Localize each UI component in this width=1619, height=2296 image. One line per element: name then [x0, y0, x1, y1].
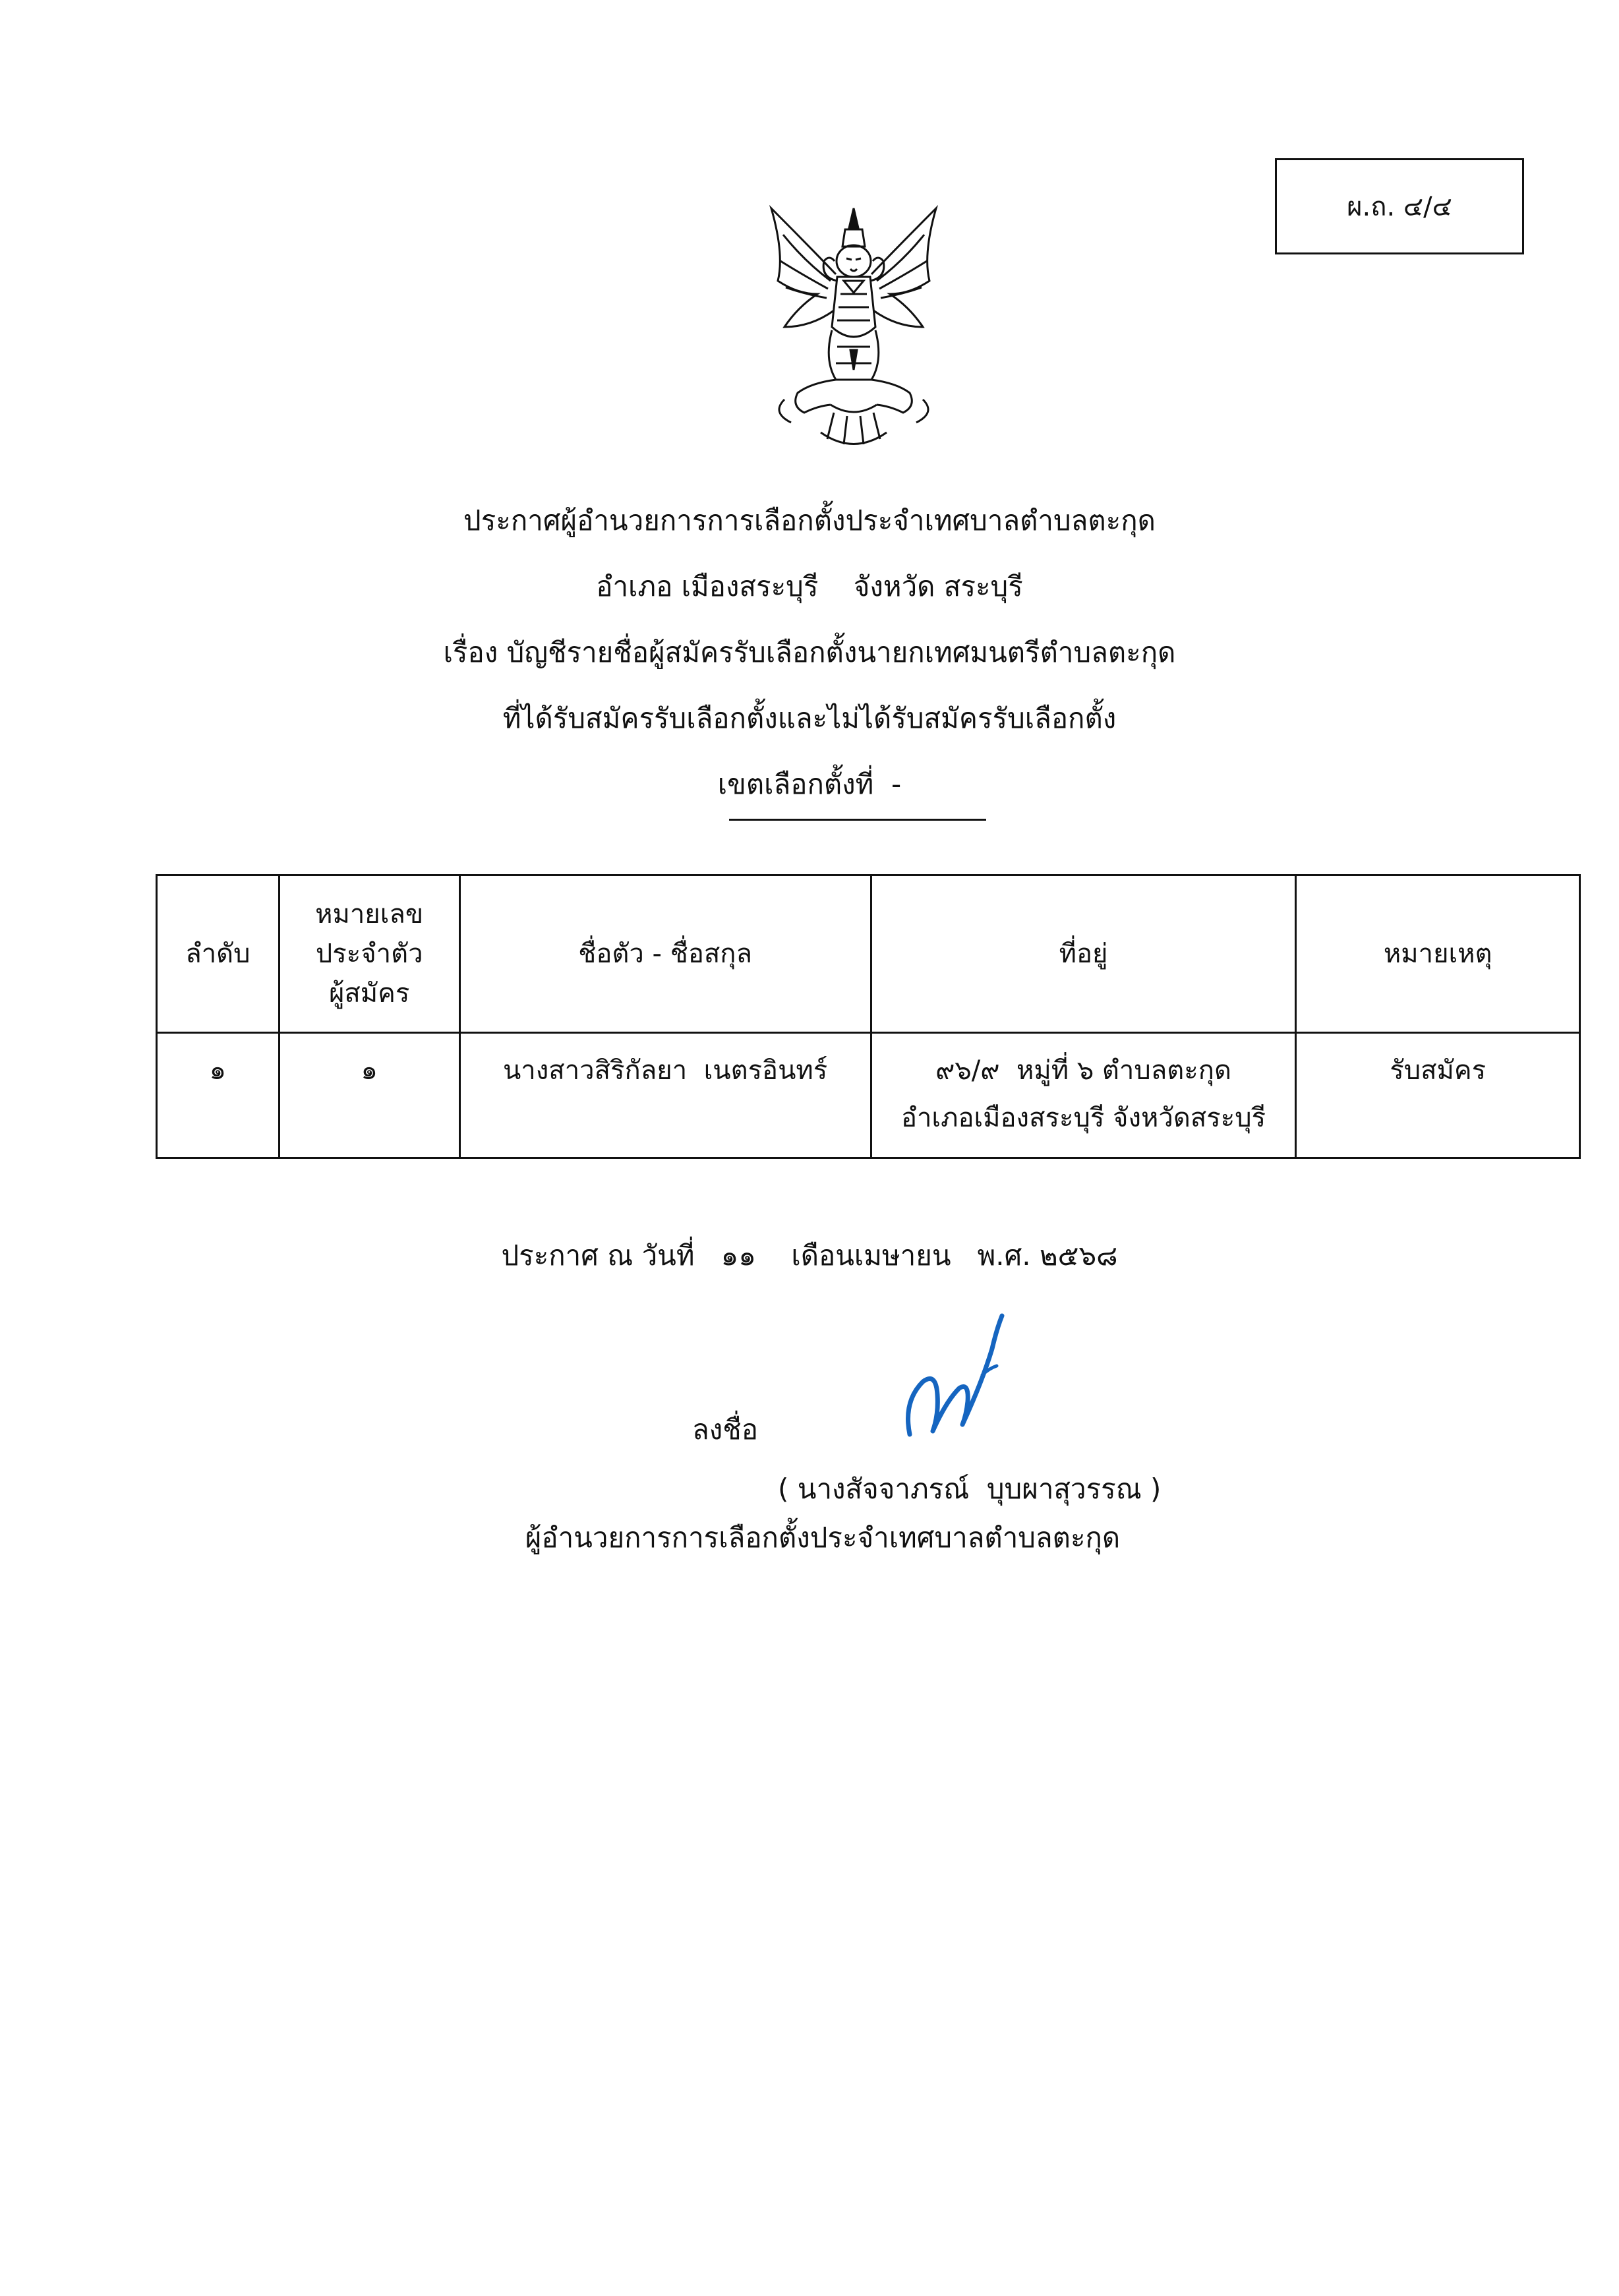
sign-label: ลงชื่อ — [692, 1413, 758, 1446]
heading-line-3: เรื่อง บัญชีรายชื่อผู้สมัครรับเลือกตั้งนายกเทศมนตรีตำบลตะกุด — [443, 636, 1176, 668]
heading-line-1: ประกาศผู้อำนวยการการเลือกตั้งประจำเทศบาลตำบลตะกุด — [463, 504, 1156, 537]
signer-position: ผู้อำนวยการการเลือกตั้งประจำเทศบาลตำบลตะกุด — [525, 1521, 1121, 1554]
address-line-2: อำเภอเมืองสระบุรี จังหวัดสระบุรี — [900, 1103, 1266, 1133]
heading-line-2: อำเภอ เมืองสระบุรี จังหวัด สระบุรี — [596, 570, 1023, 603]
signer-name: ( นางสัจจาภรณ์ บุบผาสุวรรณ ) — [778, 1473, 1162, 1505]
form-code: ผ.ถ. ๔/๔ — [1347, 192, 1452, 222]
header-no: ลำดับ — [157, 875, 280, 1033]
candidate-table — [156, 874, 1581, 1159]
announcement-date: ประกาศ ณ วันที่ ๑๑ เดือนเมษายน พ.ศ. ๒๕๖๘ — [501, 1239, 1118, 1272]
header-candidate-number — [279, 875, 459, 1033]
form-code-box — [1275, 158, 1524, 254]
header-remark: หมายเหตุ — [1296, 875, 1580, 1033]
header-address: ที่อยู่ — [871, 875, 1296, 1033]
address-line-1: ๙๖/๙ หมู่ที่ ๖ ตำบลตะกุด — [935, 1055, 1231, 1086]
header-number-line-1: หมายเลข — [315, 899, 424, 929]
header-number-line-3: ผู้สมัคร — [328, 978, 410, 1009]
announcement-heading — [0, 488, 1619, 817]
cell-candidate-number: ๑ — [279, 1033, 459, 1158]
signature-mark — [897, 1303, 1028, 1448]
table-header-row — [157, 875, 1580, 1033]
cell-name: นางสาวสิริกัลยา เนตรอินทร์ — [459, 1033, 871, 1158]
header-name: ชื่อตัว - ชื่อสกุล — [459, 875, 871, 1033]
cell-address — [871, 1033, 1296, 1158]
cell-no: ๑ — [157, 1033, 280, 1158]
cell-remark: รับสมัคร — [1296, 1033, 1580, 1158]
table-row — [157, 1033, 1580, 1158]
heading-line-4: ที่ได้รับสมัครรับเลือกตั้งและไม่ได้รับสมัครรับเลือกตั้ง — [502, 702, 1117, 734]
header-number-line-2: ประจำตัว — [315, 939, 423, 969]
garuda-emblem-icon — [758, 195, 949, 450]
heading-divider — [729, 819, 986, 821]
heading-line-5: เขตเลือกตั้งที่ - — [717, 768, 902, 800]
